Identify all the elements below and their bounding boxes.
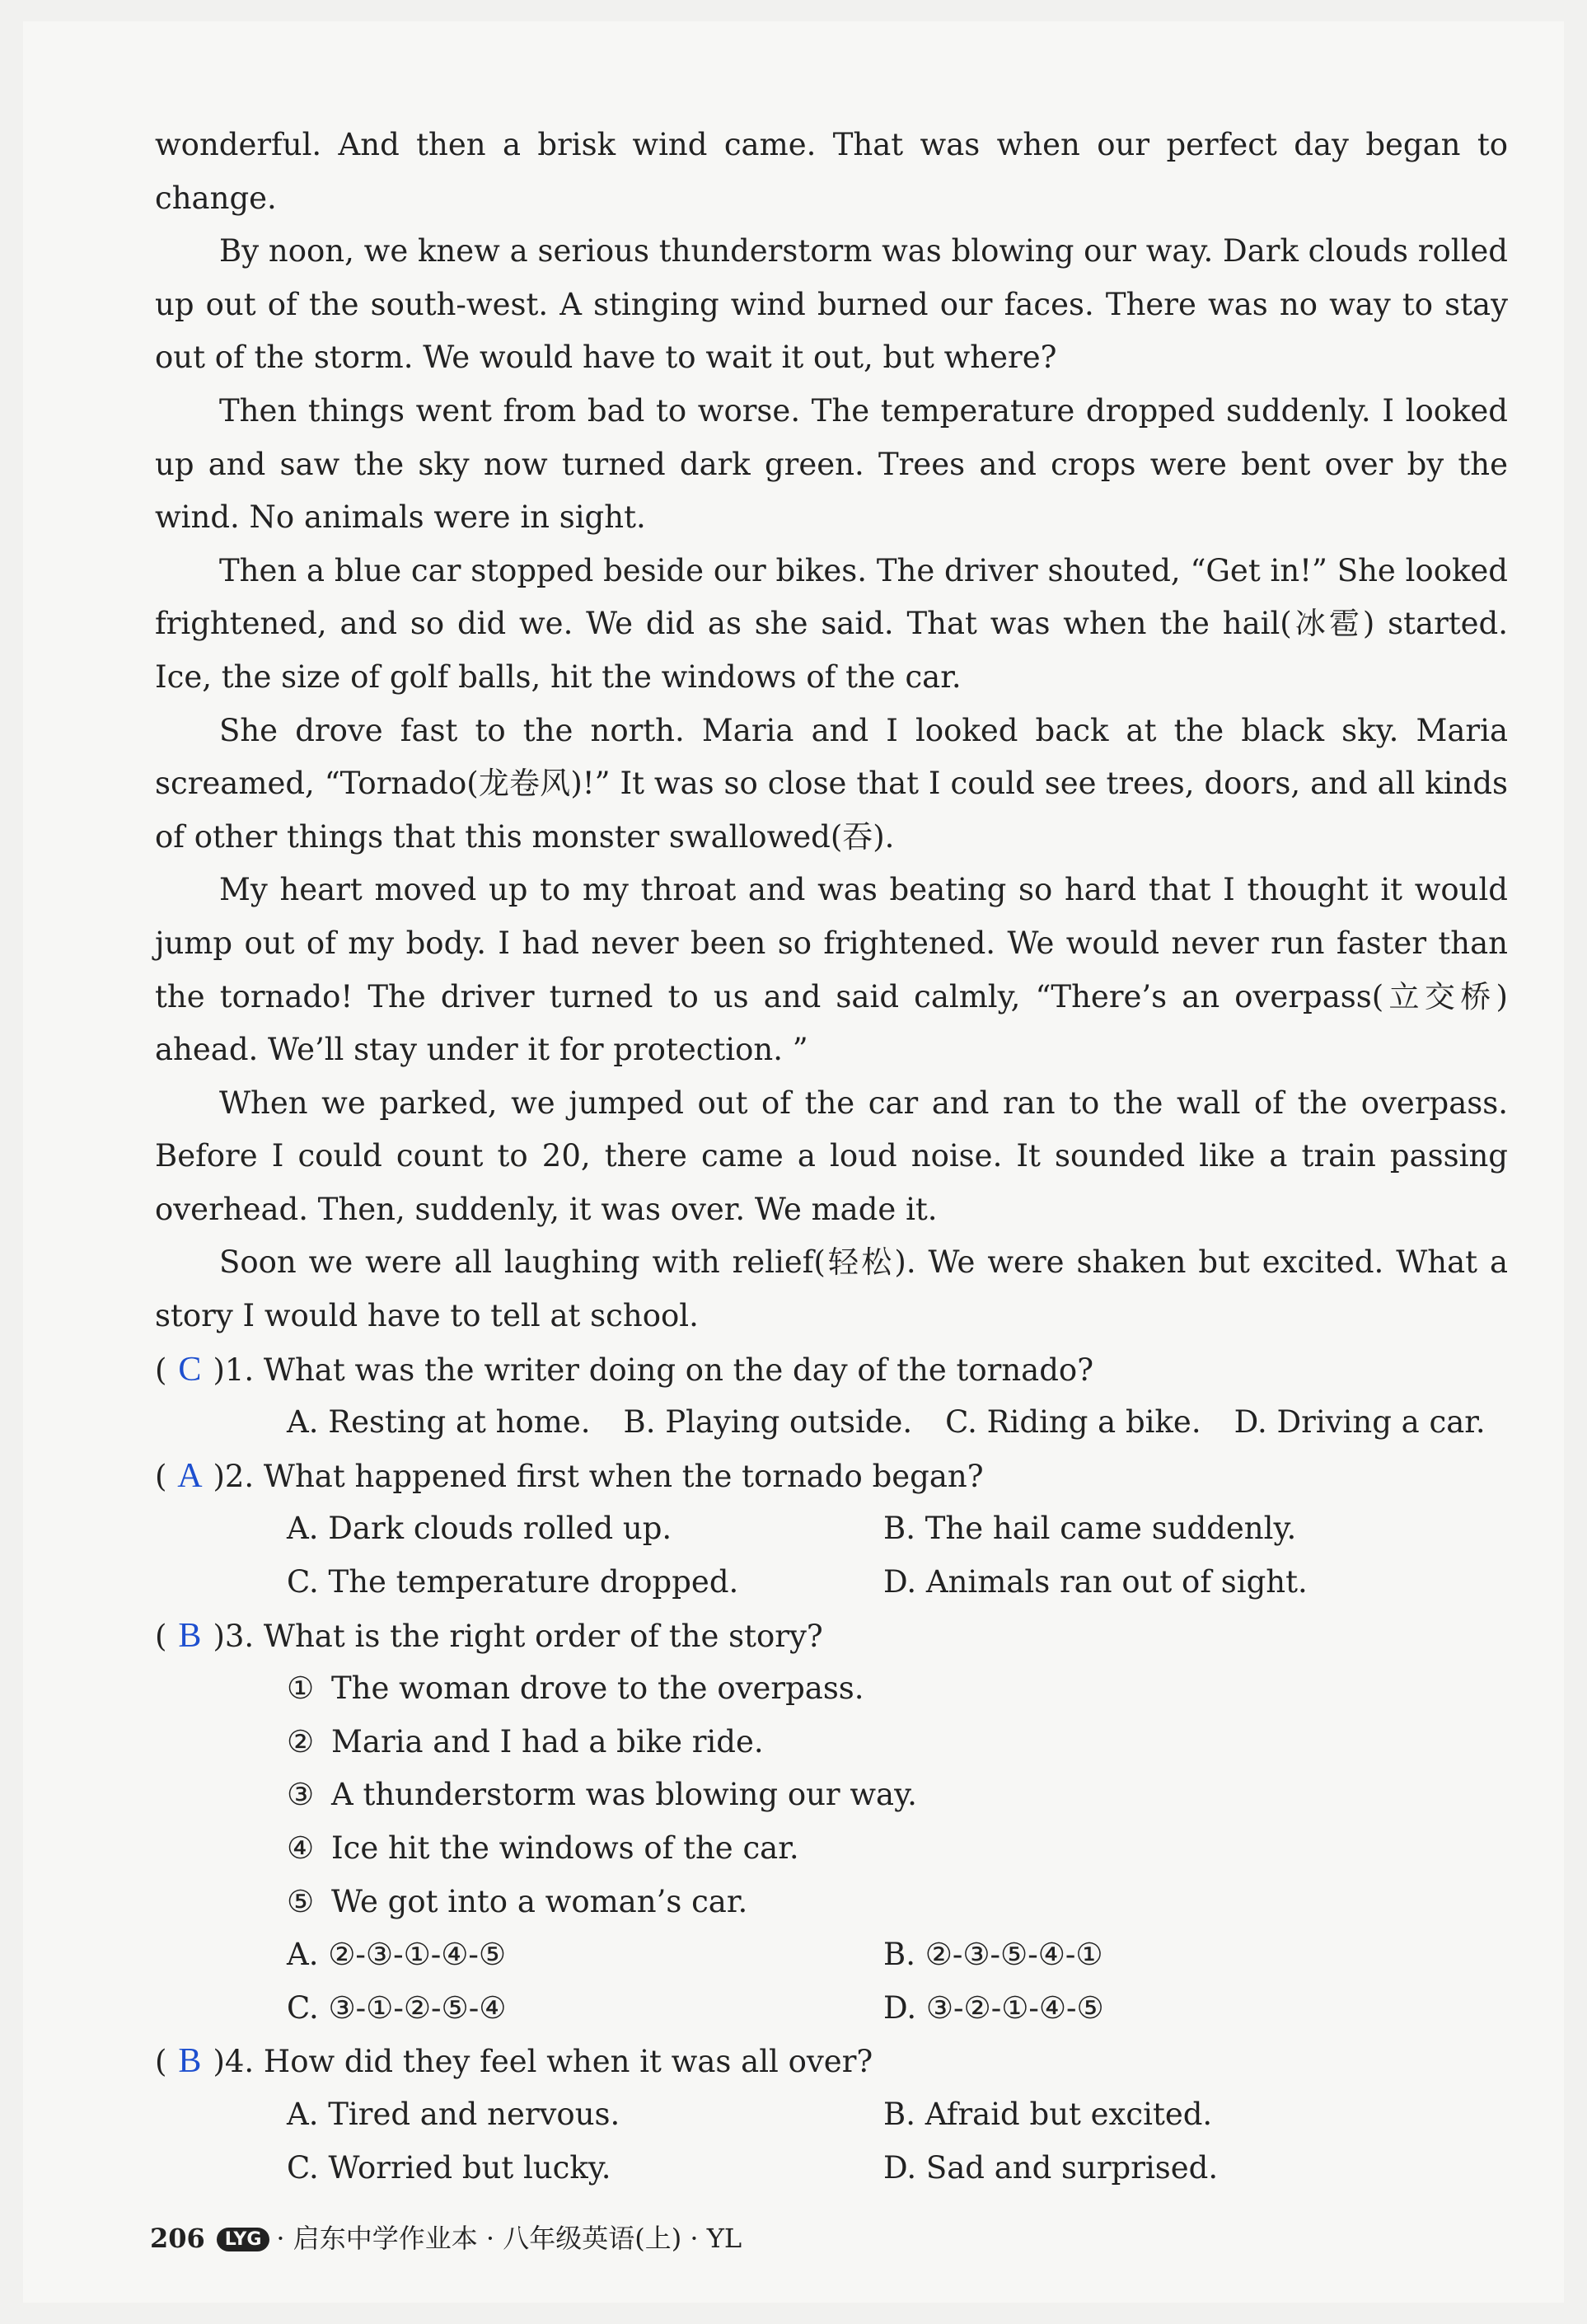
- option-a: A. ②-③-①-④-⑤: [287, 1937, 507, 1973]
- step-text: A thunderstorm was blowing our way.: [331, 1777, 917, 1813]
- order-step: [155, 1769, 1508, 1822]
- option-c: C. The temperature dropped.: [287, 1564, 739, 1600]
- passage-paragraph: wonderful. And then a brisk wind came. That was when our perfect day began to change.: [155, 127, 1508, 216]
- page-footer: [150, 2218, 742, 2256]
- passage-paragraph: Then things went from bad to worse. The temperature dropped suddenly. I looked up and saw the sky now turned dark green. Trees and crops were bent over by the wind. No animals were in sight.: [155, 392, 1508, 536]
- worksheet-page: [23, 21, 1564, 2303]
- option-a: A. Dark clouds rolled up.: [287, 1511, 672, 1547]
- order-step: [155, 1662, 1508, 1716]
- question-2: [155, 1450, 1508, 1503]
- question-3-options-row-2: [155, 1982, 1508, 2036]
- step-text: Maria and I had a bike ride.: [331, 1723, 764, 1759]
- order-step: [155, 1716, 1508, 1769]
- answer-2: A: [177, 1456, 203, 1495]
- answer-4: B: [178, 2042, 202, 2081]
- step-text: The woman drove to the overpass.: [331, 1670, 864, 1707]
- question-1: [155, 1343, 1508, 1397]
- question-2-stem: )2. What happened first when the tornado began?: [213, 1458, 984, 1494]
- option-d: D. Driving a car.: [1234, 1404, 1486, 1441]
- option-a: A. Resting at home.: [287, 1404, 591, 1441]
- option-c: C. Worried but lucky.: [287, 2149, 611, 2186]
- answer-bracket-open: (: [155, 2044, 167, 2080]
- question-2-options-row-2: [155, 1556, 1508, 1609]
- step-number: ⑤: [287, 1883, 315, 1919]
- passage-paragraph: By noon, we knew a serious thunderstorm was blowing our way. Dark clouds rolled up out of the south-west. A stinging wind burned our faces. There was no way to stay out of the storm. We would have to wait it out, but where?: [155, 233, 1508, 376]
- option-a: A. Tired and nervous.: [287, 2096, 620, 2132]
- answer-3: B: [178, 1616, 202, 1655]
- answer-bracket-open: (: [155, 1352, 167, 1388]
- order-step: [155, 1822, 1508, 1876]
- reading-content: [155, 119, 1508, 2195]
- question-1-options: [155, 1396, 1508, 1450]
- option-c: C. Riding a bike.: [945, 1404, 1201, 1441]
- publisher-badge: LYG: [217, 2228, 270, 2251]
- question-3-options-row-1: [155, 1928, 1508, 1982]
- step-number: ③: [287, 1777, 315, 1813]
- answer-bracket-open: (: [155, 1458, 167, 1494]
- option-c: C. ③-①-②-⑤-④: [287, 1989, 507, 2026]
- step-number: ④: [287, 1830, 315, 1866]
- question-4: [155, 2035, 1508, 2088]
- option-b: B. The hail came suddenly.: [883, 1511, 1297, 1547]
- question-2-options-row-1: [155, 1502, 1508, 1556]
- order-step: [155, 1876, 1508, 1929]
- step-text: We got into a woman’s car.: [331, 1883, 748, 1919]
- book-title: · 启东中学作业本 · 八年级英语(上) · YL: [276, 2223, 742, 2254]
- question-3-stem: )3. What is the right order of the story?: [213, 1618, 823, 1654]
- question-4-stem: )4. How did they feel when it was all over?: [213, 2044, 873, 2080]
- option-b: B. ②-③-⑤-④-①: [883, 1937, 1103, 1973]
- page-number: 206: [150, 2223, 205, 2254]
- question-1-stem: )1. What was the writer doing on the day of the tornado?: [213, 1352, 1094, 1388]
- option-d: D. ③-②-①-④-⑤: [883, 1989, 1104, 2026]
- option-d: D. Sad and surprised.: [883, 2149, 1219, 2186]
- option-d: D. Animals ran out of sight.: [883, 1564, 1308, 1600]
- passage-paragraph: When we parked, we jumped out of the car and ran to the wall of the overpass. Before I could count to 20, there came a loud noise. It sounded like a train passing overhead. Then, suddenly, it was over. We made it.: [155, 1085, 1508, 1227]
- step-number: ②: [287, 1723, 315, 1759]
- question-4-options-row-2: [155, 2142, 1508, 2195]
- option-b: B. Afraid but excited.: [883, 2096, 1213, 2132]
- passage-paragraph: Then a blue car stopped beside our bikes. The driver shouted, “Get in!” She looked frightened, and so did we. We did as she said. That was when the hail(冰雹) started. Ice, the size of golf balls, hit the windows of the car.: [155, 552, 1508, 695]
- passage-paragraph: She drove fast to the north. Maria and I looked back at the black sky. Maria screamed, “Tornado(龙卷风)!” It was so close that I could see trees, doors, and all kinds of other things that this monster swallowed(吞).: [155, 712, 1508, 855]
- question-3: [155, 1609, 1508, 1663]
- option-b: B. Playing outside.: [623, 1404, 913, 1441]
- step-text: Ice hit the windows of the car.: [331, 1830, 799, 1866]
- passage-paragraph: My heart moved up to my throat and was beating so hard that I thought it would jump out of my body. I had never been so frightened. We would never run faster than the tornado! The driver turned to us and said calmly, “There’s an overpass(立交桥) ahead. We’ll stay under it for protection. ”: [155, 872, 1508, 1068]
- question-4-options-row-1: [155, 2088, 1508, 2142]
- passage-paragraph: Soon we were all laughing with relief(轻松). We were shaken but excited. What a story I would have to tell at school.: [155, 1244, 1508, 1334]
- answer-bracket-open: (: [155, 1618, 167, 1654]
- step-number: ①: [287, 1670, 315, 1707]
- answer-1: C: [178, 1350, 202, 1389]
